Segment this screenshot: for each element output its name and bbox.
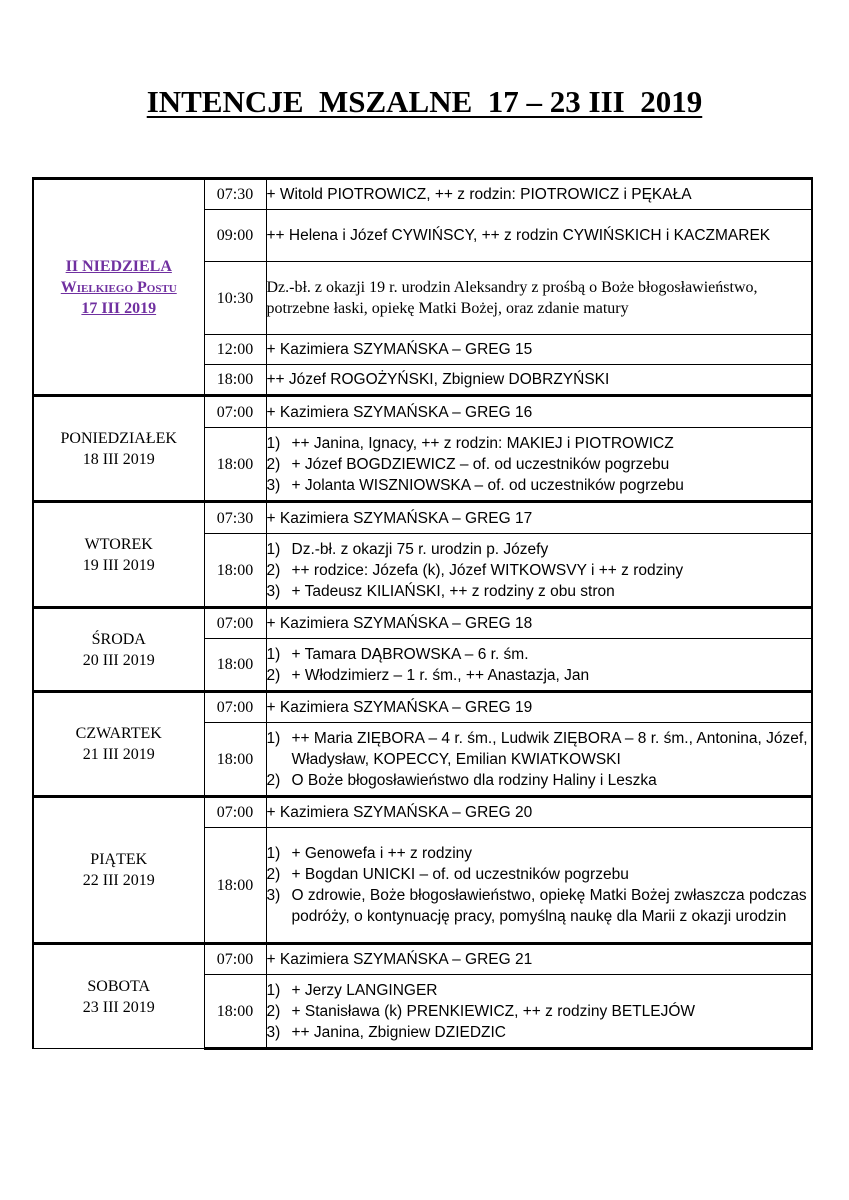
mass-intention-list bbox=[266, 534, 812, 608]
item-number: 3) bbox=[266, 476, 281, 494]
list-item bbox=[267, 433, 812, 454]
mass-time: 18:00 bbox=[204, 365, 266, 396]
list-item bbox=[267, 885, 812, 927]
mass-time: 09:00 bbox=[204, 210, 266, 262]
list-item bbox=[267, 539, 812, 560]
day-cell-sunday bbox=[33, 179, 204, 396]
item-text: Dz.-bł. z okazji 75 r. urodzin p. Józefy bbox=[291, 540, 549, 558]
item-text: + Jolanta WISZNIOWSKA – of. od uczestników pogrzebu bbox=[291, 476, 684, 494]
list-item bbox=[267, 1001, 812, 1022]
item-number: 1) bbox=[266, 434, 281, 452]
table-row bbox=[33, 797, 812, 828]
item-number: 3) bbox=[266, 1023, 281, 1041]
mass-intention-list bbox=[266, 723, 812, 797]
item-text: + Józef BOGDZIEWICZ – of. od uczestników pogrzebu bbox=[291, 455, 670, 473]
mass-time: 07:00 bbox=[204, 692, 266, 723]
list-item bbox=[267, 581, 812, 602]
item-text: + Włodzimierz – 1 r. śm., ++ Anastazja, Jan bbox=[291, 666, 590, 684]
day-subtitle: Wielkiego Postu bbox=[60, 278, 177, 296]
mass-time: 18:00 bbox=[204, 639, 266, 692]
day-name: SOBOTA bbox=[87, 977, 151, 995]
item-text: ++ Maria ZIĘBORA – 4 r. śm., Ludwik ZIĘBORA – 8 r. śm., Antonina, Józef, Władysław, KOPECCY, Emilian KWIATKOWSKI bbox=[291, 729, 808, 768]
mass-intention: + Witold PIOTROWICZ, ++ z rodzin: PIOTROWICZ i PĘKAŁA bbox=[266, 179, 812, 210]
list-item bbox=[267, 1022, 812, 1043]
table-row bbox=[33, 944, 812, 975]
mass-intention: + Kazimiera SZYMAŃSKA – GREG 18 bbox=[266, 608, 812, 639]
mass-time: 07:30 bbox=[204, 502, 266, 534]
mass-intention-list bbox=[266, 639, 812, 692]
day-date: 22 III 2019 bbox=[82, 872, 155, 889]
day-name: PONIEDZIAŁEK bbox=[60, 429, 177, 447]
table-row bbox=[33, 502, 812, 534]
day-cell-monday bbox=[33, 396, 204, 502]
mass-intention: ++ Józef ROGOŻYŃSKI, Zbigniew DOBRZYŃSKI bbox=[266, 365, 812, 396]
day-cell-saturday bbox=[33, 944, 204, 1049]
table-row bbox=[33, 692, 812, 723]
mass-intention: + Kazimiera SZYMAŃSKA – GREG 21 bbox=[266, 944, 812, 975]
item-number: 2) bbox=[266, 455, 281, 473]
mass-intention: Dz.-bł. z okazji 19 r. urodzin Aleksandry z prośbą o Boże błogosławieństwo, potrzebne łaski, opiekę Matki Bożej, oraz zdanie matury bbox=[266, 262, 812, 335]
mass-time: 07:00 bbox=[204, 944, 266, 975]
item-number: 2) bbox=[266, 561, 281, 579]
page-title bbox=[0, 84, 849, 120]
item-number: 2) bbox=[266, 666, 281, 684]
mass-time: 07:30 bbox=[204, 179, 266, 210]
mass-intention-list bbox=[266, 975, 812, 1049]
mass-time: 18:00 bbox=[204, 828, 266, 944]
mass-time: 18:00 bbox=[204, 534, 266, 608]
item-text: + Genowefa i ++ z rodziny bbox=[291, 845, 473, 862]
list-item bbox=[267, 864, 812, 885]
table-row bbox=[33, 396, 812, 428]
mass-time: 07:00 bbox=[204, 608, 266, 639]
mass-time: 18:00 bbox=[204, 428, 266, 502]
day-name: ŚRODA bbox=[91, 630, 146, 648]
table-row bbox=[33, 608, 812, 639]
mass-intention: + Kazimiera SZYMAŃSKA – GREG 20 bbox=[266, 797, 812, 828]
item-number: 3) bbox=[266, 582, 281, 600]
day-cell-wednesday bbox=[33, 608, 204, 692]
table-row bbox=[33, 179, 812, 210]
item-text: + Bogdan UNICKI – of. od uczestników pogrzebu bbox=[291, 866, 629, 883]
day-cell-friday bbox=[33, 797, 204, 944]
mass-time: 10:30 bbox=[204, 262, 266, 335]
day-date: 23 III 2019 bbox=[82, 998, 155, 1016]
list-item bbox=[267, 560, 812, 581]
item-text: O zdrowie, Boże błogosławieństwo, opiekę Matki Bożej zwłaszcza podczas podróży, o kontynuację pracy, pomyślną naukę dla Marii z okazji urodzin bbox=[291, 887, 807, 925]
day-cell-thursday bbox=[33, 692, 204, 797]
list-item bbox=[267, 728, 812, 770]
item-text: O Boże błogosławieństwo dla rodziny Haliny i Leszka bbox=[291, 771, 657, 789]
item-number: 3) bbox=[266, 887, 281, 904]
list-item bbox=[267, 980, 812, 1001]
day-name: WTOREK bbox=[84, 535, 153, 553]
list-item bbox=[267, 770, 812, 791]
mass-intention-list bbox=[266, 828, 812, 944]
mass-intention: + Kazimiera SZYMAŃSKA – GREG 19 bbox=[266, 692, 812, 723]
mass-intentions-table bbox=[32, 177, 813, 1050]
item-number: 1) bbox=[266, 645, 281, 663]
mass-intention-list bbox=[266, 428, 812, 502]
item-text: ++ Janina, Zbigniew DZIEDZIC bbox=[291, 1023, 507, 1041]
mass-time: 12:00 bbox=[204, 335, 266, 365]
item-text: + Tamara DĄBROWSKA – 6 r. śm. bbox=[291, 645, 529, 663]
day-date: 19 III 2019 bbox=[82, 556, 155, 574]
list-item bbox=[267, 843, 812, 864]
day-cell-tuesday bbox=[33, 502, 204, 608]
item-text: ++ Janina, Ignacy, ++ z rodzin: MAKIEJ i PIOTROWICZ bbox=[291, 434, 674, 452]
list-item bbox=[267, 475, 812, 496]
item-number: 1) bbox=[266, 845, 281, 862]
mass-time: 18:00 bbox=[204, 723, 266, 797]
title-text: INTENCJE MSZALNE 17 – 23 III 2019 bbox=[146, 84, 703, 119]
mass-intention: ++ Helena i Józef CYWIŃSCY, ++ z rodzin CYWIŃSKICH i KACZMAREK bbox=[266, 210, 812, 262]
item-text: ++ rodzice: Józefa (k), Józef WITKOWSVY i ++ z rodziny bbox=[291, 561, 684, 579]
item-number: 2) bbox=[266, 771, 281, 789]
item-text: + Tadeusz KILIAŃSKI, ++ z rodziny z obu stron bbox=[291, 582, 615, 600]
day-name: PIĄTEK bbox=[90, 851, 148, 868]
item-number: 1) bbox=[266, 729, 281, 747]
mass-time: 18:00 bbox=[204, 975, 266, 1049]
item-text: + Jerzy LANGINGER bbox=[291, 981, 438, 999]
day-date: 20 III 2019 bbox=[82, 651, 155, 669]
item-number: 1) bbox=[266, 981, 281, 999]
list-item bbox=[267, 665, 812, 686]
mass-intention: + Kazimiera SZYMAŃSKA – GREG 15 bbox=[266, 335, 812, 365]
item-number: 2) bbox=[266, 1002, 281, 1020]
day-name: CZWARTEK bbox=[75, 725, 162, 742]
day-date: 18 III 2019 bbox=[82, 450, 155, 468]
list-item bbox=[267, 454, 812, 475]
mass-intention: + Kazimiera SZYMAŃSKA – GREG 16 bbox=[266, 396, 812, 428]
day-date: 21 III 2019 bbox=[82, 746, 155, 763]
list-item bbox=[267, 644, 812, 665]
item-number: 2) bbox=[266, 866, 281, 883]
mass-time: 07:00 bbox=[204, 797, 266, 828]
day-date: 17 III 2019 bbox=[81, 299, 157, 317]
day-name: II NIEDZIELA bbox=[65, 257, 172, 275]
mass-time: 07:00 bbox=[204, 396, 266, 428]
item-text: + Stanisława (k) PRENKIEWICZ, ++ z rodziny BETLEJÓW bbox=[291, 1002, 696, 1020]
mass-intention: + Kazimiera SZYMAŃSKA – GREG 17 bbox=[266, 502, 812, 534]
item-number: 1) bbox=[266, 540, 281, 558]
